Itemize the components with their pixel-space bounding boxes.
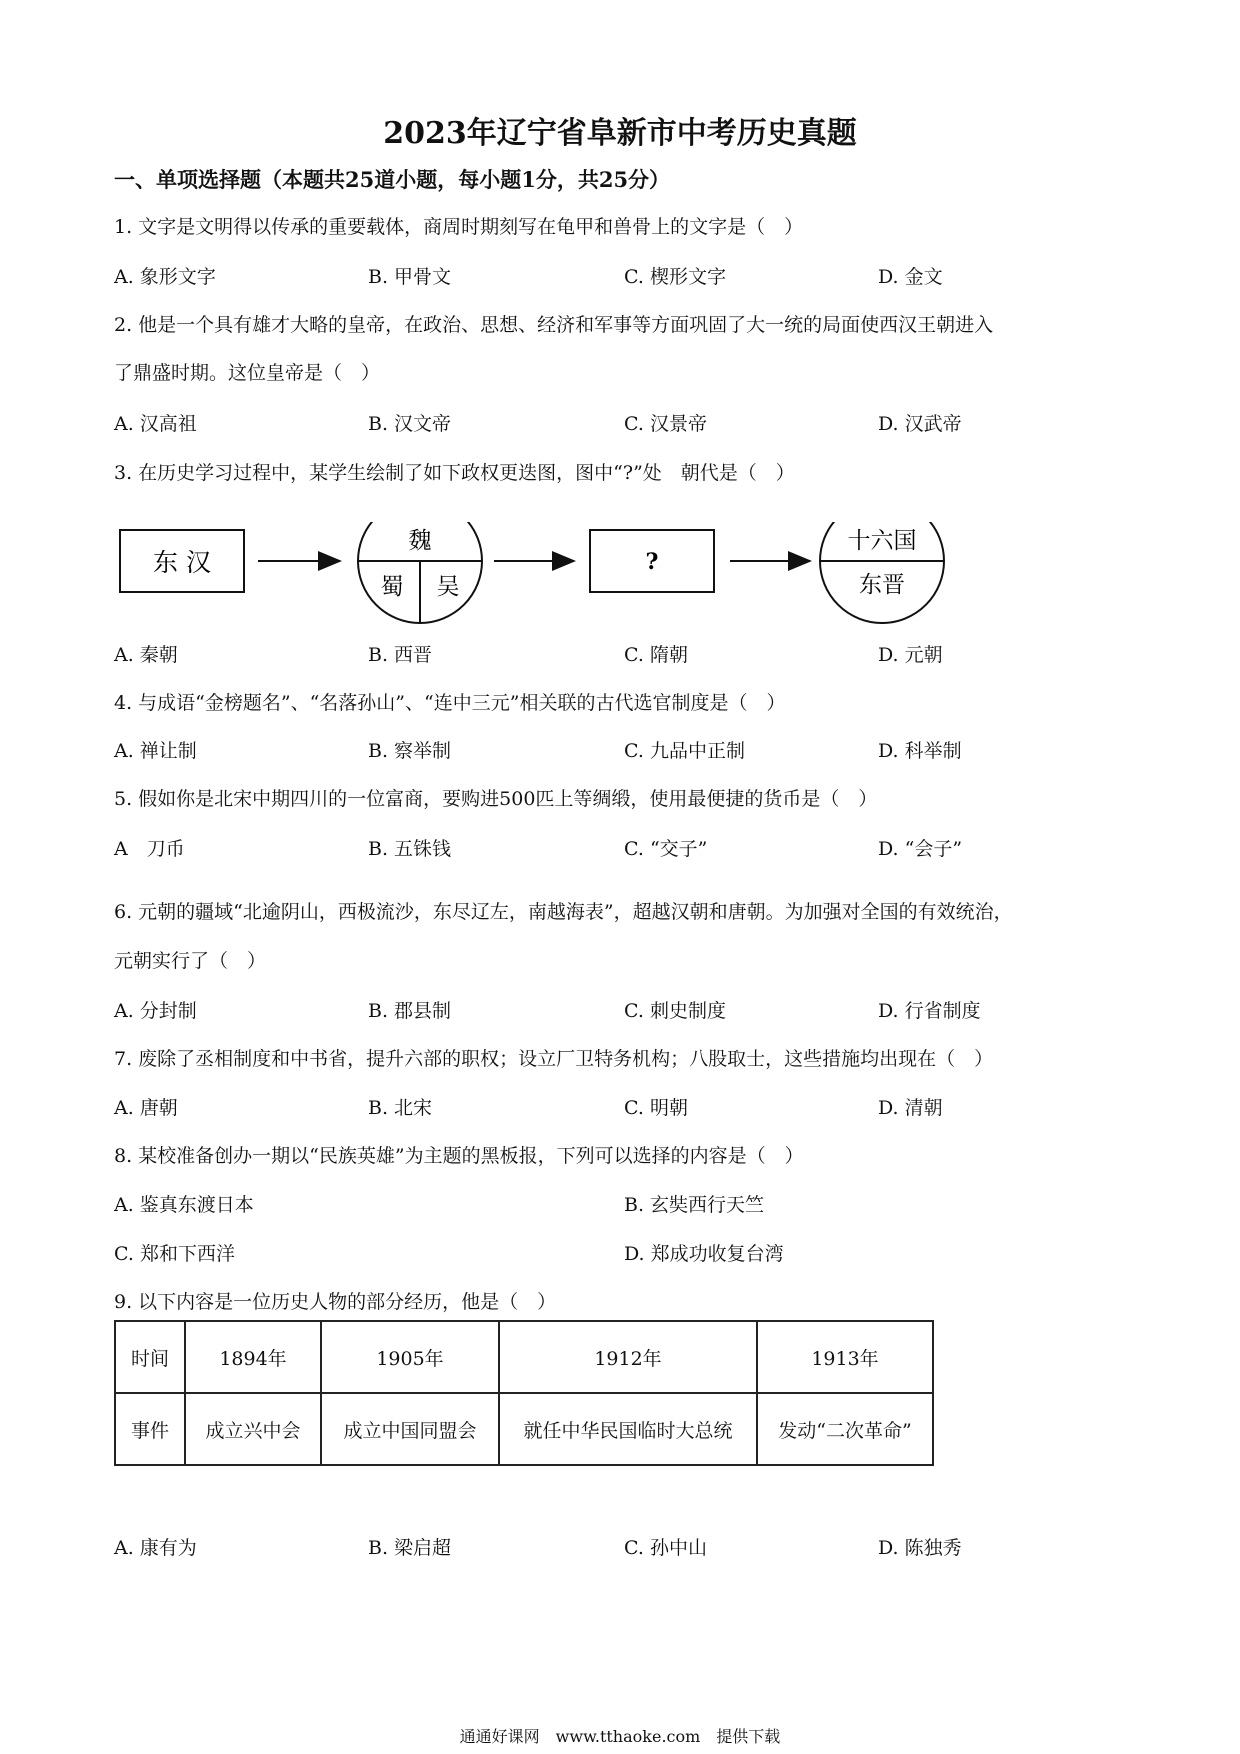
q2-option-a[interactable]: A. 汉高祖	[114, 413, 197, 435]
label-question-mark: ?	[645, 549, 659, 575]
label-sixteen-kingdoms: 十六国	[847, 528, 917, 554]
question-4-text: 4. 与成语“金榜题名”、“名落孙山”、“连中三元”相关联的古代选官制度是（ ）	[114, 692, 786, 714]
q8-option-b[interactable]: B. 玄奘西行天竺	[624, 1194, 765, 1216]
q4-option-a[interactable]: A. 禅让制	[114, 740, 197, 762]
q2-option-b[interactable]: B. 汉文帝	[368, 413, 452, 435]
q6-option-a[interactable]: A. 分封制	[114, 1000, 197, 1022]
label-eastern-han: 东 汉	[153, 548, 211, 577]
q2-option-d[interactable]: D. 汉武帝	[878, 413, 962, 435]
q9-option-b[interactable]: B. 梁启超	[368, 1537, 452, 1559]
q3-option-b[interactable]: B. 西晋	[368, 644, 433, 666]
q5-option-b[interactable]: B. 五铢钱	[368, 838, 452, 860]
q2-option-c[interactable]: C. 汉景帝	[624, 413, 707, 435]
section-heading: 一、单项选择题（本题共25道小题，每小题1分，共25分）	[114, 167, 671, 192]
label-shu: 蜀	[380, 574, 404, 600]
table-cell: 成立兴中会	[185, 1393, 321, 1465]
question-6-text: 6. 元朝的疆域“北逾阴山，西极流沙，东尽辽左，南越海表”，超越汉朝和唐朝。为加强对全国的有效统治，	[114, 901, 1013, 923]
label-eastern-jin: 东晋	[859, 572, 905, 598]
table-cell: 发动“二次革命”	[757, 1393, 933, 1465]
question-2-text: 2. 他是一个具有雄才大略的皇帝，在政治、思想、经济和军事等方面巩固了大一统的局面使西汉王朝进入	[114, 314, 994, 336]
q1-option-b[interactable]: B. 甲骨文	[368, 266, 452, 288]
question-9-text: 9. 以下内容是一位历史人物的部分经历，他是（ ）	[114, 1291, 557, 1313]
table-row-event	[115, 1393, 933, 1465]
q8-option-c[interactable]: C. 郑和下西洋	[114, 1243, 235, 1265]
question-8-text: 8. 某校准备创办一期以“民族英雄”为主题的黑板报，下列可以选择的内容是（ ）	[114, 1145, 804, 1167]
table-row-time	[115, 1321, 933, 1393]
q4-option-b[interactable]: B. 察举制	[368, 740, 452, 762]
q3-option-c[interactable]: C. 隋朝	[624, 644, 688, 666]
q1-option-d[interactable]: D. 金文	[878, 266, 943, 288]
q6-option-c[interactable]: C. 刺史制度	[624, 1000, 726, 1022]
q9-option-a[interactable]: A. 康有为	[114, 1537, 197, 1559]
table-cell: 1894年	[185, 1321, 321, 1393]
table-cell: 成立中国同盟会	[321, 1393, 499, 1465]
q5-option-d[interactable]: D. “会子”	[878, 838, 963, 860]
label-wu: 吴	[436, 574, 460, 600]
q8-option-a[interactable]: A. 鉴真东渡日本	[114, 1194, 254, 1216]
q3-option-d[interactable]: D. 元朝	[878, 644, 943, 666]
q6-option-d[interactable]: D. 行省制度	[878, 1000, 981, 1022]
question-3-text: 3. 在历史学习过程中，某学生绘制了如下政权更迭图，图中“?”处 朝代是（ ）	[114, 462, 795, 484]
question-5-text: 5. 假如你是北宋中期四川的一位富商，要购进500匹上等绸缎，使用最便捷的货币是（ ）	[114, 788, 878, 810]
table-cell: 1905年	[321, 1321, 499, 1393]
question-6-text-cont: 元朝实行了（ ）	[114, 950, 267, 972]
q4-option-d[interactable]: D. 科举制	[878, 740, 962, 762]
page-title: 2023年辽宁省阜新市中考历史真题	[383, 116, 857, 151]
q1-option-c[interactable]: C. 楔形文字	[624, 266, 726, 288]
q3-option-a[interactable]: A. 秦朝	[114, 644, 178, 666]
biography-table	[114, 1320, 934, 1466]
table-cell: 1913年	[757, 1321, 933, 1393]
q7-option-a[interactable]: A. 唐朝	[114, 1097, 178, 1119]
q6-option-b[interactable]: B. 郡县制	[368, 1000, 452, 1022]
footer-download-note: 通通好课网 www.tthaoke.com 提供下载	[459, 1727, 781, 1746]
q7-option-d[interactable]: D. 清朝	[878, 1097, 943, 1119]
question-1-text: 1. 文字是文明得以传承的重要载体，商周时期刻写在龟甲和兽骨上的文字是（ ）	[114, 216, 804, 238]
question-2-text-cont: 了鼎盛时期。这位皇帝是（ ）	[114, 362, 381, 384]
table-cell: 时间	[115, 1321, 185, 1393]
dynasty-succession-diagram	[118, 522, 948, 662]
q9-option-c[interactable]: C. 孙中山	[624, 1537, 707, 1559]
q9-option-d[interactable]: D. 陈独秀	[878, 1537, 962, 1559]
q7-option-c[interactable]: C. 明朝	[624, 1097, 688, 1119]
q5-option-c[interactable]: C. “交子”	[624, 838, 708, 860]
q4-option-c[interactable]: C. 九品中正制	[624, 740, 745, 762]
q1-option-a[interactable]: A. 象形文字	[114, 266, 216, 288]
table-cell: 事件	[115, 1393, 185, 1465]
table-cell: 就任中华民国临时大总统	[499, 1393, 757, 1465]
q5-option-a[interactable]: A 刀币	[114, 838, 185, 860]
q8-option-d[interactable]: D. 郑成功收复台湾	[624, 1243, 784, 1265]
label-wei: 魏	[408, 528, 432, 554]
q7-option-b[interactable]: B. 北宋	[368, 1097, 433, 1119]
question-7-text: 7. 废除了丞相制度和中书省，提升六部的职权；设立厂卫特务机构；八股取士，这些措施均出现在（ ）	[114, 1048, 994, 1070]
table-cell: 1912年	[499, 1321, 757, 1393]
